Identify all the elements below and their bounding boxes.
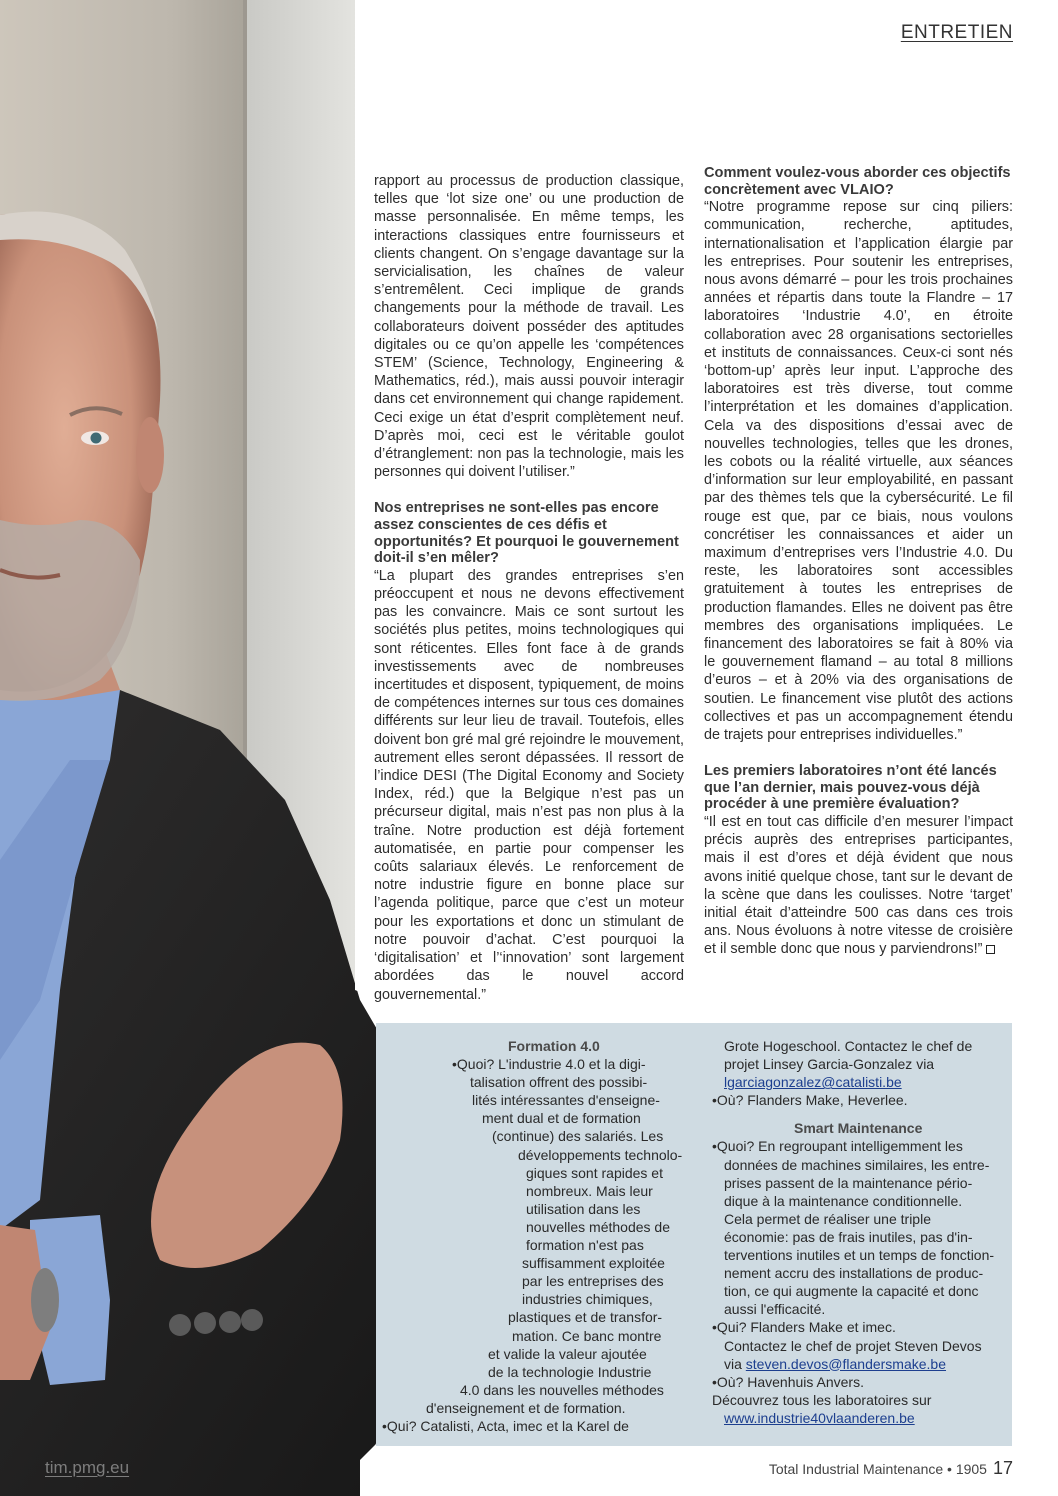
article-column-left (374, 172, 684, 1004)
email-link-catalisti[interactable]: lgarciagonzalez@catalisti.be (724, 1074, 902, 1091)
magazine-name: Total Industrial Maintenance • 1905 (768, 1461, 987, 1477)
box-column-right (712, 1037, 1010, 1427)
box-line: et valide la valeur ajoutée (488, 1345, 647, 1362)
box-line: mation. Ce banc montre (512, 1327, 662, 1344)
box-line: talisation offrent des possibi- (470, 1074, 648, 1091)
sleeve-button (194, 1312, 216, 1334)
footer-right (769, 1458, 1013, 1479)
box-heading-formation: Formation 4.0 (508, 1038, 600, 1054)
email-link-flandersmake[interactable]: steven.devos@flandersmake.be (745, 1355, 947, 1372)
box-line: via (724, 1355, 742, 1372)
box-line: industries chimiques, (522, 1291, 653, 1308)
paragraph: “Notre programme repose sur cinq piliers: communication, recherche, aptitudes, internationalisation et l’application élargie par les entreprises. Pour soutenir les entreprises, nous avons démarré – pour les trois prochaines années et répartis dans toute la Flandre – 17 laboratoires ‘Industrie 4.0’, en étroite collaboration avec 28 organisations sectorielles et instituts de connaissances. Ceux-ci sont nés ‘bottom-up’ après leur input. L’approche des laboratoires est très diverse, tout comme l’interprétation et les domaines d’application. Cela va des dispositions d’essai avec de nouvelles technologies, telles que les drones, les cobots ou la réalité virtuelle, aux séances d’information sur leur employabilité, en passant par des thèmes tels que la cybersécurité. Le fil rouge est que, par ce biais, nous voulons concrétiser les connaissances et aider un maximum d’entreprises vers l’Industrie 4.0. Du reste, les laboratoires sont accessibles gratuitement à toutes les entreprises de production flamandes. Elles ne doivent pas être membres des organisations impliquées. Le financement des laboratoires se fait à 80% via le gouvernement flamand – au total 8 millions d’euros – et à 20% via des organisations de soutien. Le financement vise plutôt des actions collectives et pas un accompagnement étendu de trajets pour entreprises individuelles.” (704, 199, 1013, 744)
box-line: terventions inutiles et un temps de fonction- (724, 1247, 995, 1264)
box-line: Contactez le chef de projet Steven Devos (724, 1337, 982, 1354)
box-line: •Quoi? L'industrie 4.0 et la digi- (452, 1056, 646, 1073)
sleeve-button (241, 1309, 263, 1331)
box-line: projet Linsey Garcia-Gonzalez via (724, 1056, 935, 1073)
box-line: par les entreprises des (522, 1273, 664, 1290)
box-line: plastiques et de transfor- (508, 1309, 663, 1326)
paragraph-text: “Il est en tout cas difficile d’en mesurer l’impact précis auprès des entreprises participantes, mais il est d’ores et déjà évident que nous avons initié quelque chose, tant sur le devant de la scène que dans les coulisses. Notre ‘target’ initial était d’atteindre 500 cas dans ces trois ans. Nous évoluons à notre vitesse de croisière et il semble donc que nous y parviendrons!” (704, 814, 1013, 958)
box-line: (continue) des salariés. Les (492, 1128, 664, 1145)
box-line: nouvelles méthodes de (526, 1218, 670, 1235)
question-heading: Nos entreprises ne sont-elles pas encore assez conscientes de ces défis et opportunités? Et pourquoi le gouvernement doit-il s’en mêler? (374, 500, 679, 567)
box-line: ment dual et de formation (482, 1110, 641, 1127)
box-line: Découvrez tous les laboratoires sur (712, 1391, 932, 1408)
box-column-left (376, 1037, 683, 1435)
paragraph: rapport au processus de production classique, telles que ‘lot size one’ ou une production de masse personnalisée. En même temps, les interactions classiques entre fournisseurs et clients changent. On s’engage davantage sur la servicialisation, les chaînes de valeur s’entremêlent. Ceci implique de grands changements pour la méthode de travail. Les collaborateurs doivent posséder des aptitudes digitales ou ce qu’on appelle les ‘compétences STEM’ (Science, Technology, Engineering & Mathematics, réd.), mais aussi pouvoir interagir dans cet environnement qui change rapidement. Ceci exige un état d’esprit complètement neuf. D’après moi, ceci est le véritable goulot d’étranglement: non pas la technologie, mais les personnes qui doivent l’utiliser.” (374, 173, 684, 481)
box-line: formation n'est pas (526, 1237, 644, 1254)
ear (136, 417, 164, 493)
sleeve-button (219, 1311, 241, 1333)
box-line: économie: pas de frais inutiles, pas d'in- (724, 1228, 973, 1245)
box-line: de la technologie Industrie (488, 1363, 652, 1380)
box-line: nement accru des installations de produc- (724, 1265, 984, 1282)
paragraph: “La plupart des grandes entreprises s’en préoccupent et nous ne devons effectivement pas les convaincre. Mais ce sont surtout les sociétés plus petites, moins technologiques qui sont réticentes. Elles font face à de grands investissements avec de nombreuses incertitudes et disposent, typiquement, de moins de compétences internes sur tous ces domaines différents sur leur lieu de travail. Toutefois, elles doivent bon gré mal gré rejoindre le mouvement, autrement elles seront dépassées. Il ressort de l’indice DESI (The Digital Economy and Society Index, réd.) que la Belgique n’est pas un précurseur digital, mais n’est pas non plus à la traîne. Notre production est déjà fortement automatisée, en partie pour compenser les coûts salariaux élevés. Le renforcement de notre industrie figure en bonne place sur l’agenda politique, parce que c’est un moteur pour les exportations et donc un stimulant de notre pouvoir d’achat. C’est pourquoi la ‘digitalisation’ et l’‘innovation’ sont largement abordées das le nouvel accord gouvernemental.” (374, 567, 684, 1003)
section-label: ENTRETIEN (900, 22, 1013, 43)
box-line: •Qui? Catalisti, Acta, imec et la Karel de (382, 1417, 629, 1434)
question-heading: Comment voulez-vous aborder ces objectifs concrètement avec VLAIO? (704, 165, 1011, 198)
box-line: développements technolo- (518, 1146, 683, 1163)
watch (31, 1268, 59, 1332)
sleeve-button (169, 1314, 191, 1336)
box-line: d'enseignement et de formation. (426, 1399, 626, 1416)
page-number: 17 (992, 1458, 1013, 1478)
iris (91, 433, 102, 444)
box-line: •Qui? Flanders Make et imec. (712, 1319, 896, 1336)
end-of-article-icon (986, 945, 995, 954)
question-heading: Les premiers laboratoires n’ont été lancés que l’an dernier, mais pouvez-vous déjà procéder à une première évaluation? (704, 763, 997, 813)
box-line: prises passent de la maintenance pério- (724, 1174, 973, 1191)
box-line: aussi l'efficacité. (724, 1301, 826, 1318)
website-footer[interactable]: tim.pmg.eu (45, 1458, 130, 1477)
article-column-right (704, 165, 1013, 959)
paragraph (704, 813, 1013, 959)
box-line: données de machines similaires, les entre- (724, 1156, 990, 1173)
box-line: lités intéressantes d'enseigne- (472, 1092, 660, 1109)
box-line: Grote Hogeschool. Contactez le chef de (724, 1038, 973, 1054)
box-line: •Où? Flanders Make, Heverlee. (712, 1092, 908, 1109)
box-right-lines (712, 1137, 1010, 1354)
box-line: suffisamment exploitée (522, 1255, 665, 1272)
box-line: utilisation dans les (526, 1200, 641, 1217)
box-line: Cela permet de réaliser une triple (724, 1210, 931, 1227)
box-line: nombreux. Mais leur (526, 1182, 653, 1199)
box-line: dique à la maintenance conditionnelle. (724, 1192, 963, 1209)
box-line: 4.0 dans les nouvelles méthodes (460, 1381, 664, 1398)
box-line: •Quoi? En regroupant intelligemment les (712, 1138, 963, 1155)
box-line: tion, ce qui augmente la capacité et donc (724, 1283, 979, 1300)
box-line: giques sont rapides et (526, 1164, 663, 1181)
box-heading-smart-maintenance: Smart Maintenance (794, 1120, 923, 1137)
website-link[interactable]: www.industrie40vlaanderen.be (724, 1409, 915, 1426)
box-left-lines (376, 1055, 683, 1435)
box-line: •Où? Havenhuis Anvers. (712, 1373, 864, 1390)
